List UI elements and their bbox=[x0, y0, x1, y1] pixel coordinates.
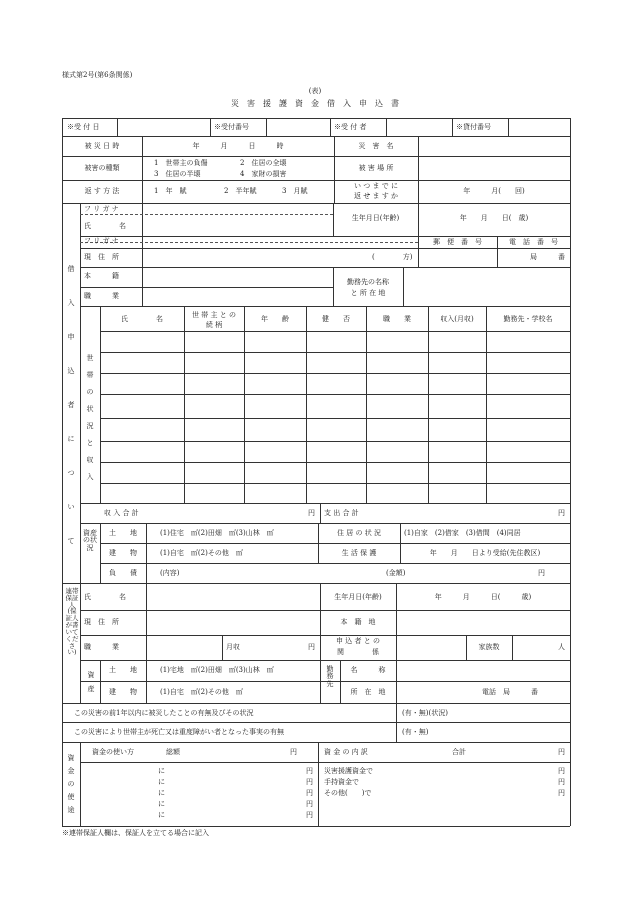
guarantor-workplace-label: 勤務先 bbox=[326, 665, 334, 688]
guarantor-name-label: 氏 名 bbox=[84, 593, 126, 601]
breakdown-item-yen: 円 bbox=[558, 778, 565, 786]
column-header: 世 帯 主 と の 続 柄 bbox=[192, 311, 236, 329]
question-death-disability: この災害により世帯主が死亡又は重度障がい者となった事実の有無 bbox=[74, 728, 284, 736]
guarantor-address-label: 現 住 所 bbox=[84, 618, 119, 626]
damage-place-label: 被 害 場 所 bbox=[358, 164, 394, 172]
domicile-field[interactable] bbox=[143, 268, 332, 286]
breakdown-sum-yen: 円 bbox=[558, 748, 565, 756]
guarantor-side-label: 連帯保証人(保証人が書いてください) bbox=[65, 587, 79, 657]
usage-entries-field[interactable] bbox=[81, 763, 317, 825]
side-label: (表) bbox=[308, 87, 322, 95]
income-total-label: 収 入 合 計 bbox=[104, 509, 139, 517]
workplace-phone[interactable]: 電話 局 番 bbox=[482, 688, 538, 696]
debt-label: 負 債 bbox=[109, 569, 137, 577]
usage-side-label: 資金の使途 bbox=[67, 754, 75, 814]
breakdown-item[interactable]: その他( )で bbox=[324, 789, 372, 797]
usage-line-yen: 円 bbox=[306, 778, 313, 786]
guarantor-monthly-yen: 円 bbox=[308, 643, 315, 651]
repay-method-label: 返 す 方 法 bbox=[84, 187, 120, 195]
relation-label: 関 係 bbox=[337, 648, 379, 656]
disaster-name-field[interactable] bbox=[419, 137, 569, 155]
received-date-field[interactable] bbox=[118, 119, 209, 135]
guarantor-domicile-label: 本 籍 地 bbox=[340, 618, 376, 626]
damage-type-label: 被害の種類 bbox=[84, 164, 120, 172]
family-count-label: 家族数 bbox=[478, 643, 500, 651]
column-header: 収入(月収) bbox=[440, 315, 474, 323]
usage-line: に bbox=[158, 778, 165, 786]
household-side-label: 世帯の状況と収入 bbox=[86, 354, 94, 481]
column-header: 職 業 bbox=[383, 315, 411, 323]
breakdown-label: 資 金 の 内 訳 bbox=[324, 748, 368, 756]
guarantor-land-label: 土 地 bbox=[109, 666, 137, 674]
answer-prior-disaster[interactable]: (有・無)(状況) bbox=[402, 709, 448, 717]
damage-type-option[interactable]: 2 住居の全壊 bbox=[240, 159, 287, 167]
usage-total-yen: 円 bbox=[290, 748, 297, 756]
loan-no-field[interactable] bbox=[509, 119, 569, 135]
repay-option[interactable]: 1 年 賦 bbox=[154, 187, 187, 195]
welfare-label: 生 活 保 護 bbox=[341, 549, 377, 557]
guarantor-building-label: 建 物 bbox=[109, 688, 137, 696]
usage-line: に bbox=[158, 811, 165, 819]
usage-how-label: 資金の使い方 bbox=[92, 748, 134, 756]
occupation-field[interactable] bbox=[143, 288, 332, 305]
guarantor-birth-value[interactable]: 年 月 日( 歳) bbox=[434, 593, 532, 601]
column-header: 勤務先・学校名 bbox=[503, 315, 553, 323]
breakdown-sum-label: 合計 bbox=[452, 748, 466, 756]
guarantor-name-field[interactable] bbox=[147, 584, 319, 609]
repay-until-label: い つ ま で に bbox=[354, 182, 398, 190]
received-no-field[interactable] bbox=[267, 119, 329, 135]
family-count-unit: 人 bbox=[558, 643, 565, 651]
postal-code-label: 郵 便 番 号 bbox=[433, 238, 482, 246]
expense-total-label: 支 出 合 計 bbox=[324, 509, 359, 517]
usage-line-yen: 円 bbox=[306, 800, 313, 808]
usage-line: に bbox=[158, 800, 165, 808]
household-table-body[interactable] bbox=[101, 332, 569, 502]
disaster-date-label: 被 災 日 時 bbox=[84, 142, 120, 150]
answer-death-disability[interactable]: (有・無) bbox=[402, 728, 429, 736]
debt-yen: 円 bbox=[538, 569, 545, 577]
guarantor-assets-label: 資産 bbox=[87, 671, 95, 693]
debt-content[interactable]: (内容) bbox=[160, 569, 180, 577]
form-number: 様式第2号(第6条関係) bbox=[62, 71, 133, 79]
repay-until-value[interactable]: 年 月( 回) bbox=[463, 187, 525, 195]
repay-option[interactable]: 3 月賦 bbox=[282, 187, 308, 195]
receiver-field[interactable] bbox=[387, 119, 451, 135]
furigana-label: フ リ ガ ナ bbox=[84, 237, 119, 245]
birth-label: 生年月日(年齢) bbox=[351, 214, 400, 222]
debt-amount[interactable]: (金額) bbox=[386, 569, 406, 577]
guarantor-land-value[interactable]: (1)宅地 ㎡(2)田畑 ㎡(3)山林 ㎡ bbox=[160, 666, 274, 674]
building-label: 建 物 bbox=[109, 549, 137, 557]
housing-value[interactable]: (1)自家 (2)借家 (3)借間 (4)同居 bbox=[404, 529, 521, 537]
repay-option[interactable]: 2 半年賦 bbox=[224, 187, 257, 195]
column-header: 健 否 bbox=[322, 315, 350, 323]
address-suffix: ( 方) bbox=[372, 253, 413, 261]
receiver-label: ※受 付 者 bbox=[334, 123, 367, 131]
domicile-label: 本 籍 bbox=[84, 272, 119, 280]
question-prior-disaster: この災害の前1年以内に被災したことの有無及びその状況 bbox=[74, 709, 254, 717]
income-total-yen: 円 bbox=[308, 509, 315, 517]
guarantor-domicile-field[interactable] bbox=[397, 611, 569, 634]
phone-label: 電 話 番 号 bbox=[509, 238, 558, 246]
expense-total-yen: 円 bbox=[558, 509, 565, 517]
furigana-label: フ リ ガ ナ bbox=[84, 205, 119, 213]
land-label: 土 地 bbox=[109, 529, 137, 537]
guarantor-monthly-label: 月収 bbox=[226, 643, 240, 651]
guarantor-occupation-label: 職 業 bbox=[84, 643, 119, 651]
damage-type-option[interactable]: 3 住居の半壊 bbox=[154, 170, 201, 178]
usage-line: に bbox=[158, 789, 165, 797]
breakdown-item-yen: 円 bbox=[558, 767, 565, 775]
loan-no-label: ※貸付番号 bbox=[456, 123, 491, 131]
birth-value[interactable]: 年 月 日( 歳) bbox=[459, 214, 529, 222]
breakdown-item-yen: 円 bbox=[558, 789, 565, 797]
damage-type-option[interactable]: 4 家財の損害 bbox=[240, 170, 287, 178]
workplace-label: 勤務先の名称 bbox=[347, 278, 389, 286]
applicant-name-label: 氏 名 bbox=[84, 222, 126, 230]
damage-type-option[interactable]: 1 世帯主の負傷 bbox=[154, 159, 208, 167]
column-header: 氏 名 bbox=[121, 315, 163, 323]
assets-side-label: 資産の状況 bbox=[83, 529, 97, 552]
relation-label: 申 込 者 と の bbox=[336, 637, 380, 645]
page-title: 災 害 援 護 資 金 借 入 申 込 書 bbox=[231, 99, 399, 108]
usage-line-yen: 円 bbox=[306, 811, 313, 819]
applicant-name-field[interactable] bbox=[143, 204, 332, 235]
usage-line-yen: 円 bbox=[306, 789, 313, 797]
guarantor-building-value[interactable]: (1)自宅 ㎡(2)その他 ㎡ bbox=[160, 688, 243, 696]
usage-line: に bbox=[158, 767, 165, 775]
workplace-location-label: 所 在 地 bbox=[350, 688, 386, 696]
usage-total-label: 総額 bbox=[166, 748, 180, 756]
column-header: 年 齢 bbox=[261, 315, 289, 323]
footnote: ※連帯保証人欄は、保証人を立てる場合に記入 bbox=[62, 829, 209, 837]
workplace-label: と 所 在 地 bbox=[350, 289, 386, 297]
usage-line-yen: 円 bbox=[306, 767, 313, 775]
welfare-value[interactable]: 年 月 日より受給(先住教区) bbox=[429, 549, 541, 557]
occupation-label: 職 業 bbox=[84, 292, 119, 300]
disaster-date-value[interactable]: 年 月 日 時 bbox=[192, 142, 284, 150]
damage-place-field[interactable] bbox=[419, 157, 569, 179]
received-no-label: ※受付番号 bbox=[214, 123, 249, 131]
address-label: 現 住 所 bbox=[84, 253, 119, 261]
phone-bureau[interactable]: 局 番 bbox=[530, 253, 565, 261]
land-value[interactable]: (1)住宅 ㎡(2)田畑 ㎡(3)山林 ㎡ bbox=[160, 529, 274, 537]
breakdown-item[interactable]: 手持資金で bbox=[324, 778, 359, 786]
disaster-name-label: 災 害 名 bbox=[358, 142, 394, 150]
guarantor-birth-label: 生年月日(年齢) bbox=[334, 593, 382, 601]
guarantor-address-field[interactable] bbox=[147, 611, 319, 634]
repay-until-label: 返 せ ま す か bbox=[354, 192, 398, 200]
building-value[interactable]: (1)自宅 ㎡(2)その他 ㎡ bbox=[160, 549, 243, 557]
workplace-name-label: 名 称 bbox=[350, 666, 386, 674]
received-date-label: ※受 付 日 bbox=[67, 123, 100, 131]
housing-label: 住 居 の 状 況 bbox=[337, 529, 381, 537]
workplace-field[interactable] bbox=[404, 268, 569, 305]
breakdown-item[interactable]: 災害援護資金で bbox=[324, 767, 373, 775]
applicant-side-label: 借入申込者について bbox=[67, 265, 75, 545]
